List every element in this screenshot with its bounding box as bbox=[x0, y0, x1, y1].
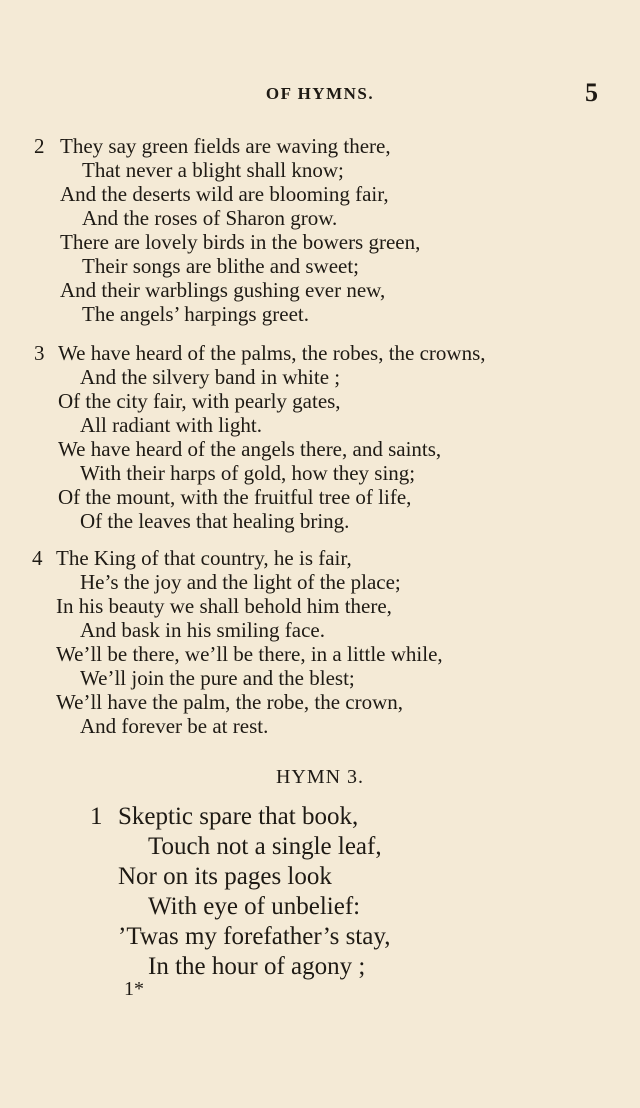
verse-line: We have heard of the palms, the robes, the crowns, bbox=[58, 341, 486, 365]
verse-line: Of the city fair, with pearly gates, bbox=[58, 389, 341, 413]
signature-mark: 1* bbox=[124, 978, 144, 1000]
verse-line: The angels’ harpings greet. bbox=[82, 302, 310, 326]
stanza-number: 3 bbox=[34, 341, 45, 365]
verse-line: We’ll join the pure and the blest; bbox=[80, 666, 355, 690]
verse-line: He’s the joy and the light of the place; bbox=[80, 570, 401, 594]
stanza-number: 1 bbox=[90, 803, 103, 830]
verse-line: And bask in his smiling face. bbox=[80, 618, 325, 642]
verse-line: In his beauty we shall behold him there, bbox=[56, 594, 392, 618]
running-title: OF HYMNS. bbox=[265, 84, 375, 103]
verse-line: With their harps of gold, how they sing; bbox=[80, 461, 416, 485]
verse-line: Nor on its pages look bbox=[118, 863, 332, 890]
verse-line: Touch not a single leaf, bbox=[148, 833, 382, 860]
verse-line: There are lovely birds in the bowers green, bbox=[60, 230, 421, 254]
verse-line: We have heard of the angels there, and saints, bbox=[58, 437, 442, 461]
stanza-number: 2 bbox=[34, 134, 45, 158]
verse-line: They say green fields are waving there, bbox=[60, 134, 391, 158]
verse-line: We’ll have the palm, the robe, the crown, bbox=[56, 690, 404, 714]
verse-line: Their songs are blithe and sweet; bbox=[82, 254, 359, 278]
verse-line: Skeptic spare that book, bbox=[118, 803, 359, 830]
verse-line: And the roses of Sharon grow. bbox=[82, 206, 338, 230]
verse-line: ’Twas my forefather’s stay, bbox=[118, 923, 391, 950]
verse-line: And their warblings gushing ever new, bbox=[60, 278, 386, 302]
verse-line: And the deserts wild are blooming fair, bbox=[60, 182, 389, 206]
page-number: 5 bbox=[585, 78, 598, 107]
verse-line: The King of that country, he is fair, bbox=[56, 546, 352, 570]
verse-line: With eye of unbelief: bbox=[148, 893, 361, 920]
stanza-number: 4 bbox=[32, 546, 43, 570]
hymn-title: HYMN 3. bbox=[275, 766, 365, 788]
verse-line: In the hour of agony ; bbox=[148, 953, 366, 980]
verse-line: All radiant with light. bbox=[80, 413, 262, 437]
page-header bbox=[0, 78, 640, 108]
verse-line: And the silvery band in white ; bbox=[80, 365, 341, 389]
verse-line: We’ll be there, we’ll be there, in a little while, bbox=[56, 642, 443, 666]
verse-line: That never a blight shall know; bbox=[82, 158, 344, 182]
verse-line: And forever be at rest. bbox=[80, 714, 269, 738]
verse-line: Of the leaves that healing bring. bbox=[80, 509, 350, 533]
verse-line: Of the mount, with the fruitful tree of life, bbox=[58, 485, 412, 509]
